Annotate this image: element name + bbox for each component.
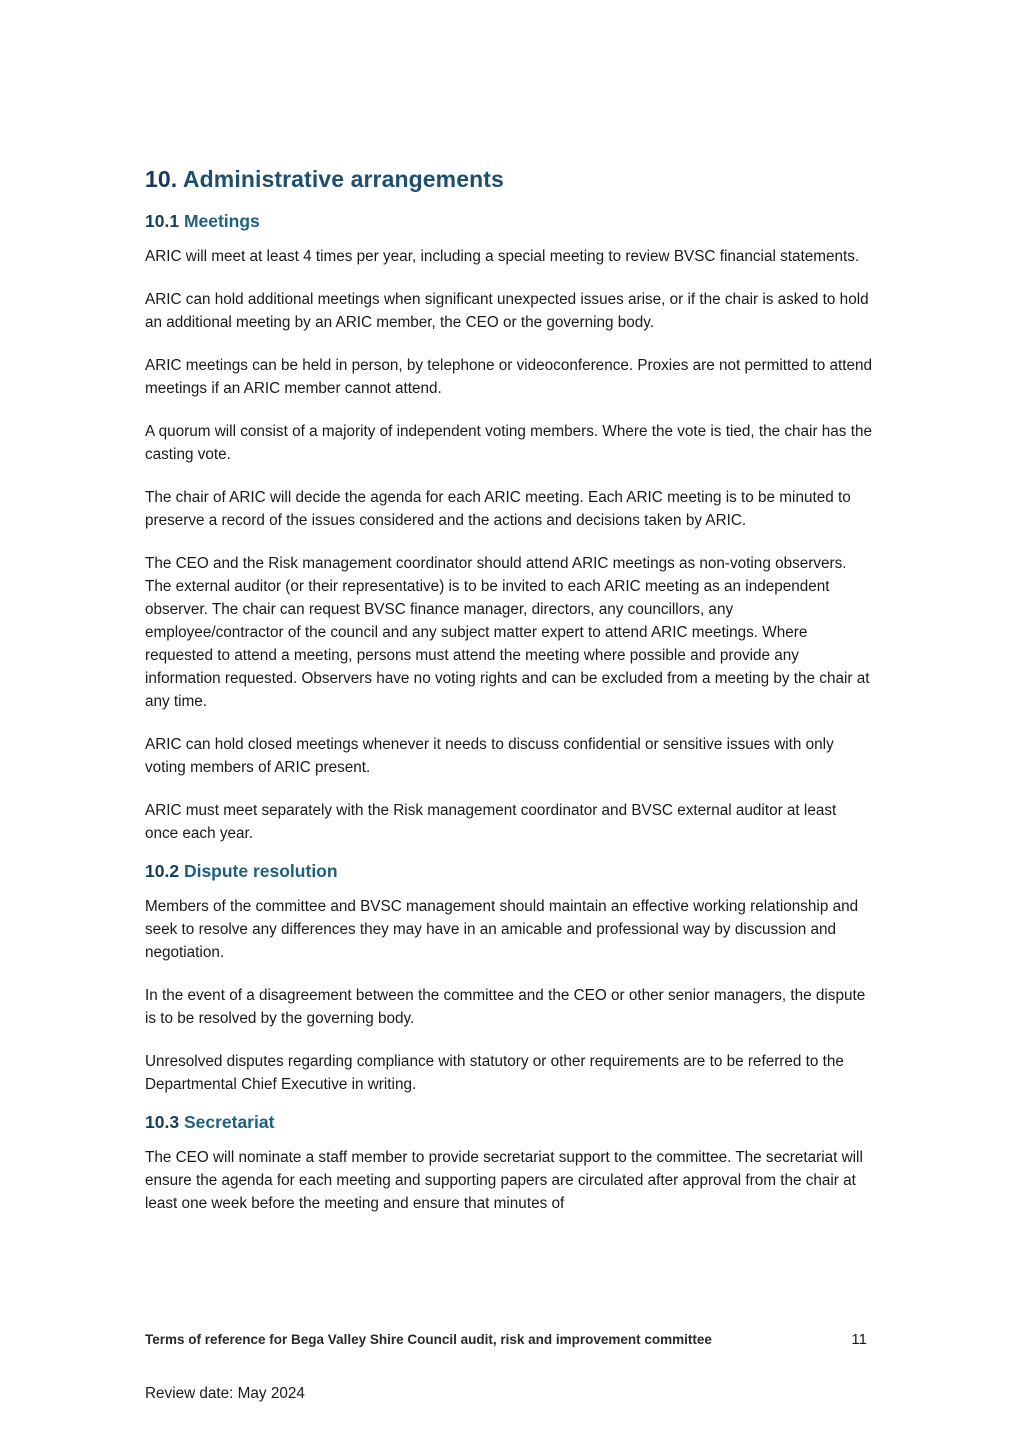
section-title: Secretariat [183,1112,275,1132]
section-number: 10.1 [145,211,180,231]
section-number: 10.3 [145,1112,180,1132]
paragraph: ARIC meetings can be held in person, by telephone or videoconference. Proxies are not permitted to attend meetings if an ARIC member cannot attend. [145,357,873,397]
page-number: 11 [851,1331,867,1348]
page-footer [145,1332,873,1347]
section-dispute-resolution [145,861,873,1096]
section-title: Dispute resolution [183,861,338,881]
paragraph: Unresolved disputes regarding compliance with statutory or other requirements are to be referred to the Departmental Chief Executive in writing. [145,1053,844,1093]
section-title: Meetings [183,211,260,231]
document-body [145,166,873,1235]
paragraph: In the event of a disagreement between the committee and the CEO or other senior managers, the dispute is to be resolved by the governing body. [145,987,866,1027]
section-heading [145,1112,873,1133]
section-meetings [145,211,873,845]
page-title [145,166,873,193]
section-number: 10.2 [145,861,180,881]
section-heading [145,211,873,232]
paragraph: A quorum will consist of a majority of independent voting members. Where the vote is tied, the chair has the casting vote. [145,423,872,463]
heading-number: 10. [145,166,178,192]
heading-title: Administrative arrangements [182,166,504,192]
paragraph: The chair of ARIC will decide the agenda for each ARIC meeting. Each ARIC meeting is to be minuted to preserve a record of the issues considered and the actions and decisions taken by ARIC. [145,489,851,529]
paragraph: ARIC must meet separately with the Risk management coordinator and BVSC external auditor at least once each year. [145,802,837,842]
section-heading [145,861,873,882]
paragraph: ARIC will meet at least 4 times per year, including a special meeting to review BVSC financial statements. [145,248,860,265]
paragraph: ARIC can hold closed meetings whenever it needs to discuss confidential or sensitive issues with only voting members of ARIC present. [145,736,834,776]
paragraph: The CEO will nominate a staff member to provide secretariat support to the committee. The secretariat will ensure the agenda for each meeting and supporting papers are circulated after approval from the chair at least one week before the meeting and ensure that minutes of [145,1149,863,1212]
footer-title: Terms of reference for Bega Valley Shire Council audit, risk and improvement committee [145,1332,712,1347]
review-date: Review date: May 2024 [145,1385,305,1402]
paragraph: The CEO and the Risk management coordinator should attend ARIC meetings as non-voting observers. The external auditor (or their representative) is to be invited to each ARIC meeting as an independent observer. The chair can request BVSC finance manager, directors, any councillors, any employee/contractor of the council and any subject matter expert to attend ARIC meetings. Where requested to attend a meeting, persons must attend the meeting where possible and provide any information requested. Observers have no voting rights and can be excluded from a meeting by the chair at any time. [145,555,870,710]
paragraph: ARIC can hold additional meetings when significant unexpected issues arise, or if the chair is asked to hold an additional meeting by an ARIC member, the CEO or the governing body. [145,291,869,331]
paragraph: Members of the committee and BVSC management should maintain an effective working relationship and seek to resolve any differences they may have in an amicable and professional way by discussion and negotiation. [145,898,859,961]
section-secretariat [145,1112,873,1215]
